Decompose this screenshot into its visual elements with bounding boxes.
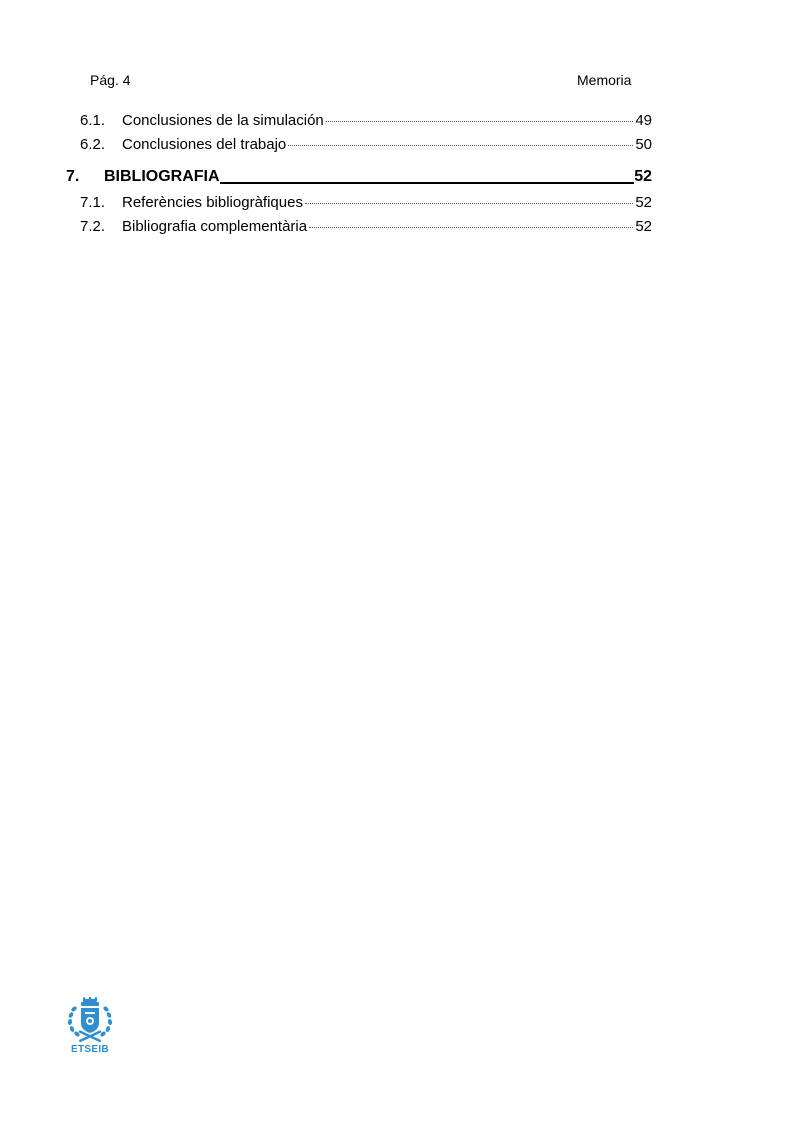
toc-entry-page: 49 <box>635 112 652 129</box>
toc-chapter-7[interactable] <box>66 160 652 194</box>
toc-dot-leader <box>309 227 633 228</box>
toc-entry-page: 52 <box>634 168 652 185</box>
toc-dot-leader <box>326 121 634 122</box>
toc-entry-page: 50 <box>635 136 652 153</box>
toc-entry-number: 6.2. <box>80 136 106 153</box>
toc-entry-6-2[interactable] <box>80 136 652 160</box>
toc-entry-number: 7.1. <box>80 194 106 211</box>
toc-entry-6-1[interactable] <box>80 112 652 136</box>
crest-icon <box>64 997 116 1045</box>
toc-dot-leader <box>305 203 633 204</box>
table-of-contents <box>66 112 652 242</box>
document-title: Memoria <box>577 72 632 88</box>
toc-entry-7-1[interactable] <box>80 194 652 218</box>
toc-entry-title: Conclusiones de la simulación <box>122 112 324 129</box>
toc-entry-title: Bibliografia complementària <box>122 218 308 235</box>
toc-line-leader <box>220 182 635 184</box>
toc-entry-number: 6.1. <box>80 112 106 129</box>
toc-entry-title: BIBLIOGRAFIA <box>104 168 220 185</box>
toc-dot-leader <box>288 145 633 146</box>
page-number-label: Pág. 4 <box>90 72 131 88</box>
etseib-logo <box>64 997 116 1057</box>
toc-entry-title: Referències bibliogràfiques <box>122 194 303 211</box>
toc-entry-7-2[interactable] <box>80 218 652 242</box>
toc-entry-number: 7. <box>66 168 80 185</box>
toc-entry-page: 52 <box>635 194 652 211</box>
toc-entry-title: Conclusiones del trabajo <box>122 136 287 153</box>
toc-entry-page: 52 <box>635 218 652 235</box>
logo-text: ETSEIB <box>71 1044 109 1055</box>
toc-entry-number: 7.2. <box>80 218 106 235</box>
